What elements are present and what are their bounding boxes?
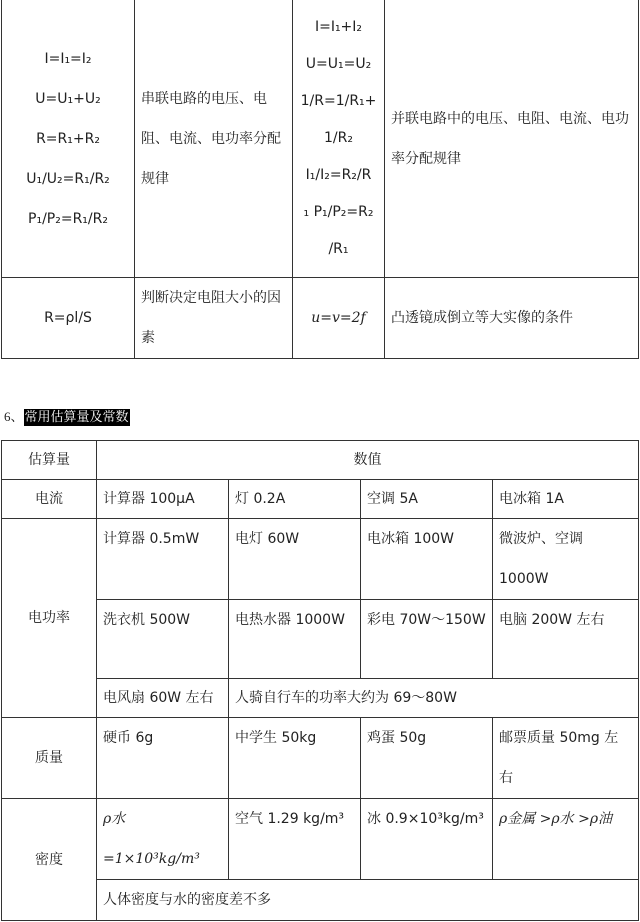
header-quantity: 估算量 xyxy=(2,441,97,480)
formula-line: ₁ P₁/P₂=R₂ xyxy=(303,204,374,220)
section-heading xyxy=(4,407,130,428)
table-cell: 灯 0.2A xyxy=(229,480,361,519)
table-cell: ρ水=1×10³kg/m³ xyxy=(97,799,229,880)
table-cell: 空调 5A xyxy=(361,480,493,519)
formula-table xyxy=(1,0,639,359)
formula-line: P₁/P₂=R₁/R₂ xyxy=(28,210,108,227)
formula-line: U=U₁=U₂ xyxy=(305,56,372,72)
table-header-row xyxy=(2,441,639,480)
resistance-formula: R=ρl/S xyxy=(2,278,135,359)
formula-line: I=I₁=I₂ xyxy=(44,50,92,67)
table-cell: 邮票质量 50mg 左右 xyxy=(493,718,639,799)
formula-line: 1/R₂ xyxy=(324,130,353,146)
series-description: 串联电路的电压、电阻、电流、电功率分配规律 xyxy=(135,0,293,278)
table-cell: 计算器 0.5mW xyxy=(97,519,229,600)
section-number: 6、 xyxy=(4,409,24,424)
mass-label: 质量 xyxy=(2,718,97,799)
table-cell: 电冰箱 100W xyxy=(361,519,493,600)
header-value: 数值 xyxy=(97,441,639,480)
formula-line: U₁/U₂=R₁/R₂ xyxy=(26,170,110,187)
power-label: 电功率 xyxy=(2,519,97,718)
table-cell: 中学生 50kg xyxy=(229,718,361,799)
density-note-row xyxy=(2,880,639,921)
table-cell: 微波炉、空调 1000W xyxy=(493,519,639,600)
formula-line: I₁/I₂=R₂/R xyxy=(305,167,372,183)
estimate-table xyxy=(1,440,639,921)
series-formulas xyxy=(2,0,135,278)
current-label: 电流 xyxy=(2,480,97,519)
table-cell: 电脑 200W 左右 xyxy=(493,600,639,679)
formula-line: R=R₁+R₂ xyxy=(36,130,100,147)
table-cell: ρ金属 >ρ水 >ρ油 xyxy=(493,799,639,880)
formula-line: U=U₁+U₂ xyxy=(35,90,101,107)
section-title: 常用估算量及常数 xyxy=(24,410,129,425)
formula-line: /R₁ xyxy=(328,241,349,257)
lens-formula: u=v=2f xyxy=(293,278,385,359)
table-cell: 洗衣机 500W xyxy=(97,600,229,679)
parallel-formulas xyxy=(293,0,385,278)
table-cell: 计算器 100μA xyxy=(97,480,229,519)
density-row xyxy=(2,799,639,880)
formula-row-circuits xyxy=(2,0,639,278)
table-cell: 电热水器 1000W xyxy=(229,600,361,679)
formula-line: 1/R=1/R₁+ xyxy=(300,93,377,109)
formula-line: I=I₁+I₂ xyxy=(314,19,363,35)
table-cell: 人骑自行车的功率大约为 69～80W xyxy=(229,679,639,718)
table-cell: 鸡蛋 50g xyxy=(361,718,493,799)
resistance-description: 判断决定电阻大小的因素 xyxy=(135,278,293,359)
table-cell: 彩电 70W～150W xyxy=(361,600,493,679)
parallel-description: 并联电路中的电压、电阻、电流、电功率分配规律 xyxy=(385,0,639,278)
mass-row xyxy=(2,718,639,799)
table-cell: 冰 0.9×10³kg/m³ xyxy=(361,799,493,880)
density-label: 密度 xyxy=(2,799,97,921)
power-row-1 xyxy=(2,519,639,600)
table-cell: 电灯 60W xyxy=(229,519,361,600)
lens-description: 凸透镜成倒立等大实像的条件 xyxy=(385,278,639,359)
power-row-3 xyxy=(2,679,639,718)
table-cell: 电冰箱 1A xyxy=(493,480,639,519)
table-cell: 电风扇 60W 左右 xyxy=(97,679,229,718)
power-row-2 xyxy=(2,600,639,679)
current-row xyxy=(2,480,639,519)
table-cell: 人体密度与水的密度差不多 xyxy=(97,880,639,921)
table-cell: 空气 1.29 kg/m³ xyxy=(229,799,361,880)
formula-row-resistance xyxy=(2,278,639,359)
table-cell: 硬币 6g xyxy=(97,718,229,799)
